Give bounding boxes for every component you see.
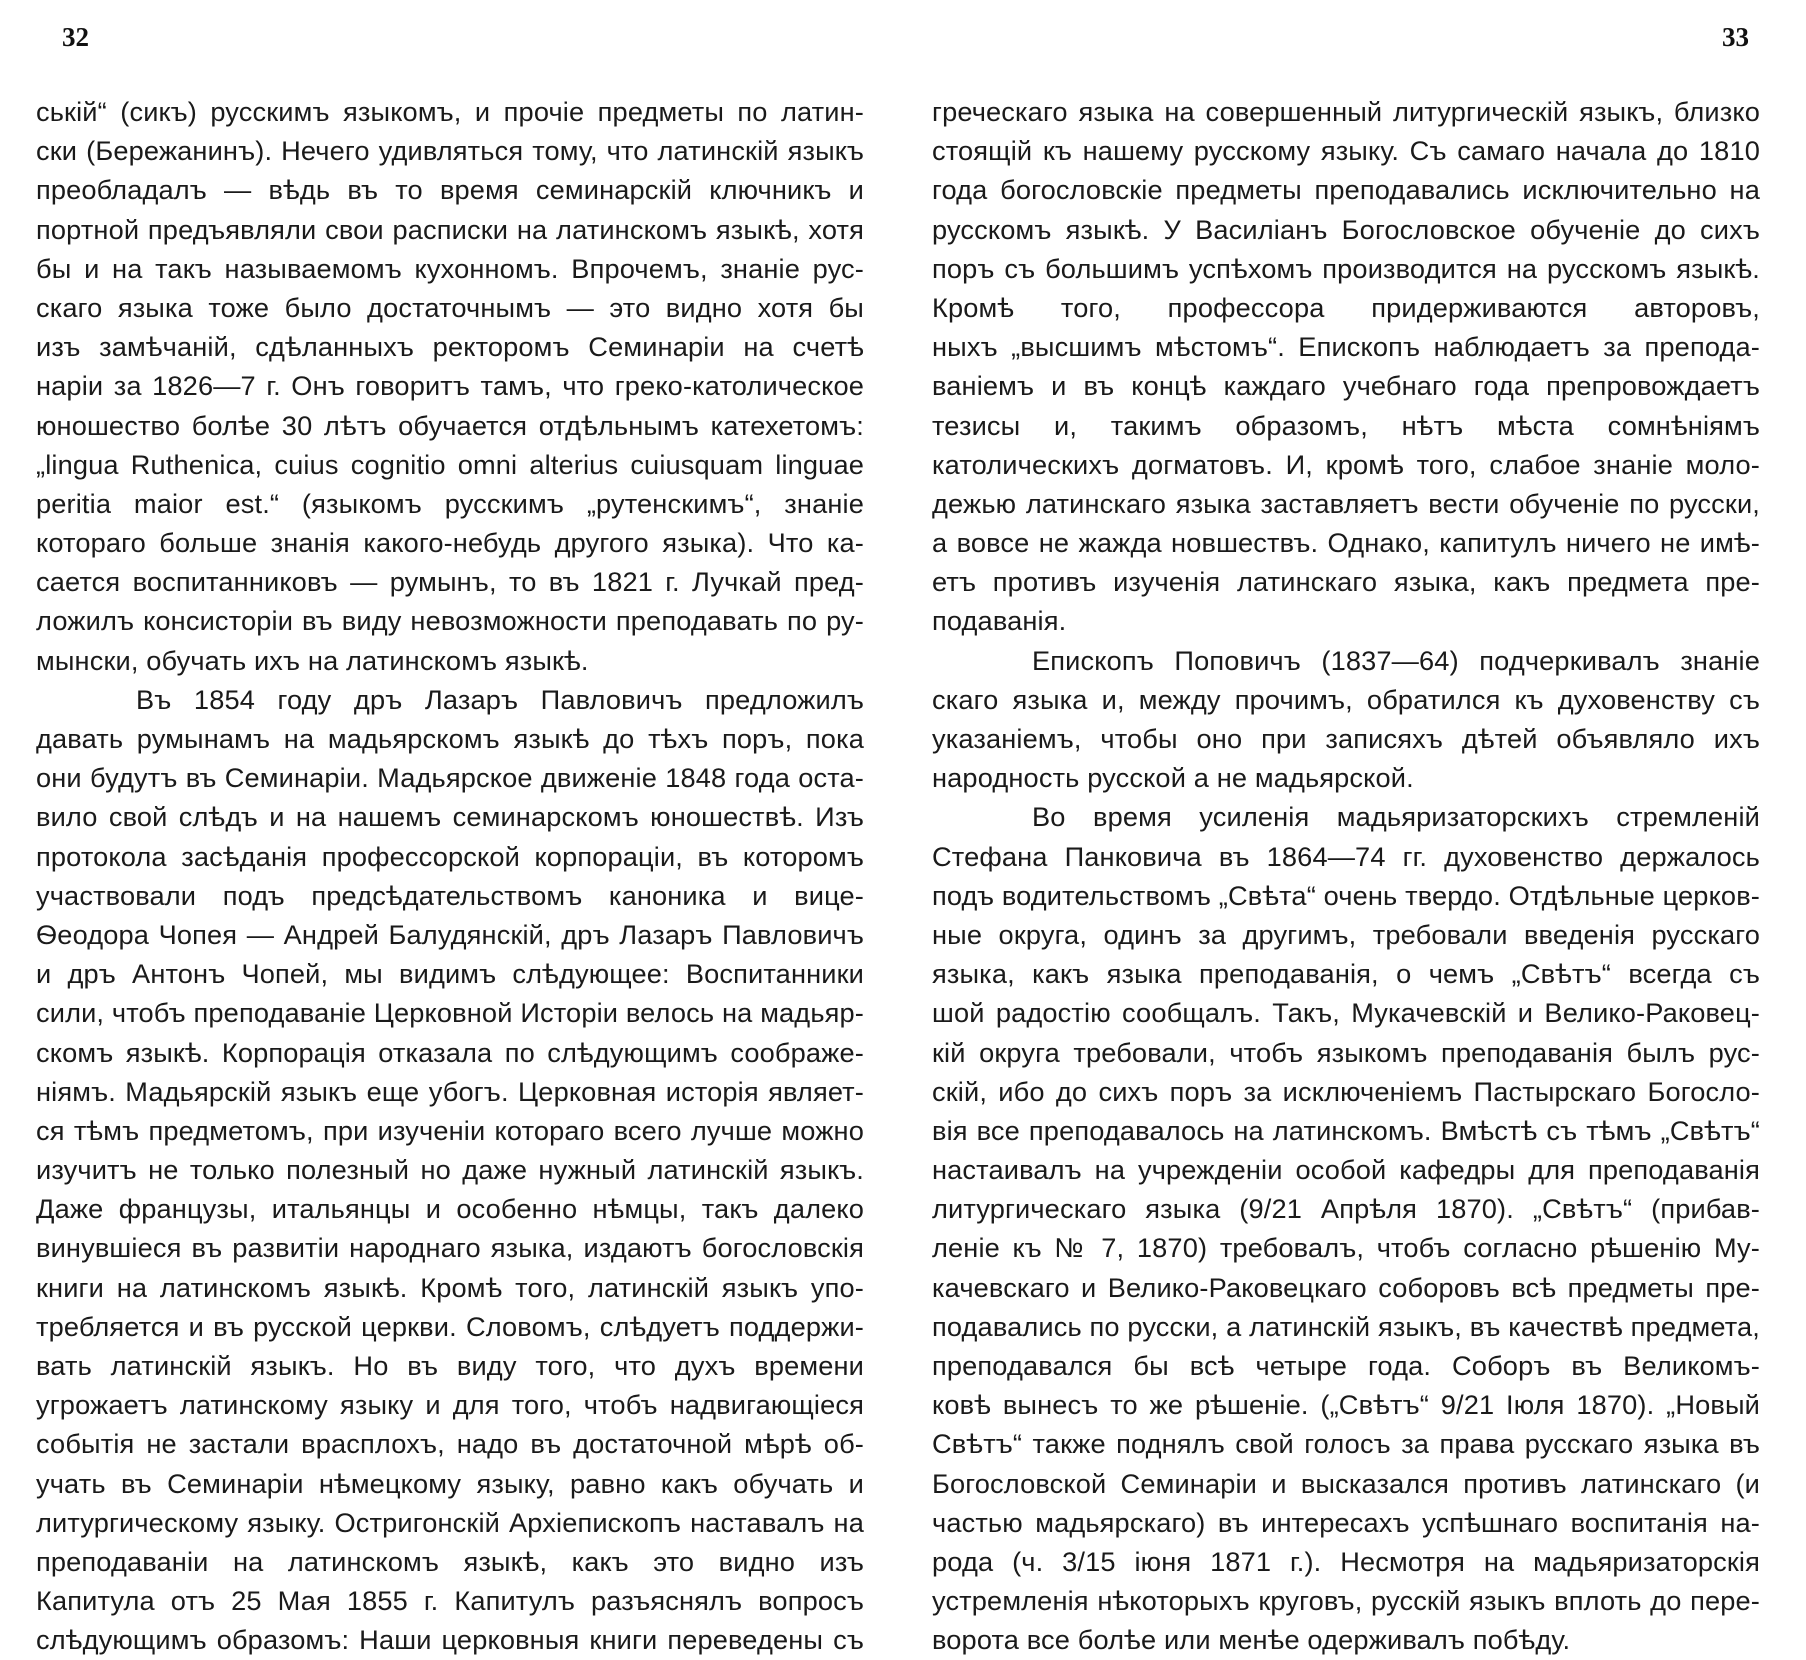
- right-text-line: подавались по русски, а латинскій языкъ, въ качествѣ предмета,: [932, 1310, 1760, 1342]
- left-text-line: литургическому языку. Остригонскій Архіепископъ наставалъ на: [36, 1506, 864, 1538]
- left-text-line: сили, чтобъ преподаваніе Церковной Исторіи велось на мадьяр-: [36, 997, 864, 1029]
- left-text-line: давать румынамъ на мадьярскомъ языкѣ до тѣхъ поръ, пока: [36, 723, 864, 755]
- right-text-line: языка, какъ языка преподаванія, о чемъ „Свѣтъ“ всегда съ: [932, 958, 1760, 990]
- left-text-line: угрожаетъ латинскому языку и для того, чтобъ надвигающіеся: [36, 1389, 864, 1421]
- left-page-text-column: [36, 92, 864, 1660]
- right-text-line: ваніемъ и въ концѣ каждаго учебнаго года препровождаетъ: [932, 370, 1760, 402]
- left-text-line: изучитъ не только полезный но даже нужный латинскій языкъ.: [36, 1154, 864, 1186]
- left-text-line: участвовали подъ предсѣдательствомъ каноника и вице-: [36, 879, 864, 911]
- right-text-line: ныхъ „высшимъ мѣстомъ“. Епископъ наблюдаетъ за препода-: [932, 331, 1760, 363]
- right-text-line: устремленія нѣкоторыхъ круговъ, русскій языкъ вплоть до пере-: [932, 1585, 1760, 1617]
- left-text-line: скаго языка тоже было достаточнымъ — это видно хотя бы: [36, 291, 864, 323]
- right-text-line: етъ противъ изученія латинскаго языка, какъ предмета пре-: [932, 566, 1760, 598]
- left-text-line: наріи за 1826—7 г. Онъ говоритъ тамъ, что греко-католическое: [36, 370, 864, 402]
- right-text-line: католическихъ догматовъ. И, кромѣ того, слабое знаніе моло-: [932, 448, 1760, 480]
- left-text-line: слѣдующимъ образомъ: Наши церковныя книги переведены съ: [36, 1624, 864, 1656]
- left-text-line: ся тѣмъ предметомъ, при изученіи котораго всего лучше можно: [36, 1114, 864, 1146]
- right-text-line: рода (ч. 3/15 іюня 1871 г.). Несмотря на мадьяризаторскія: [932, 1545, 1760, 1577]
- right-text-line: Кромѣ того, профессора придерживаются авторовъ,: [932, 291, 1760, 323]
- page-number-right: 33: [1722, 22, 1749, 52]
- right-text-line: тезисы и, такимъ образомъ, нѣтъ мѣста сомнѣніямъ: [932, 409, 1760, 441]
- left-text-line: peritia maior est.“ (языкомъ русскимъ „рутенскимъ“, знаніе: [36, 487, 864, 519]
- left-text-line: событія не застали врасплохъ, надо въ достаточной мѣрѣ об-: [36, 1428, 864, 1460]
- left-text-line: Даже французы, итальянцы и особенно нѣмцы, такъ далеко: [36, 1193, 864, 1225]
- right-text-line: Свѣтъ“ также поднялъ свой голосъ за права русскаго языка въ: [932, 1428, 1760, 1460]
- left-text-line: ській“ (сикъ) русскимъ языкомъ, и прочіе предметы по латин-: [36, 96, 864, 127]
- left-text-line: винувшіеся въ развитіи народнаго языка, издаютъ богословскія: [36, 1232, 864, 1264]
- right-text-line: подаванія.: [932, 605, 1067, 637]
- right-text-line: поръ съ большимъ успѣхомъ производится на русскомъ языкѣ.: [932, 252, 1760, 284]
- left-text-line: вать латинскій языкъ. Но въ виду того, что духъ времени: [36, 1350, 864, 1382]
- right-text-line: ные округа, одинъ за другимъ, требовали введенія русскаго: [932, 918, 1760, 950]
- left-text-line: преобладалъ — вѣдь въ то время семинарскій ключникъ и: [36, 174, 864, 206]
- left-text-line: Капитула отъ 25 Мая 1855 г. Капитулъ разъяснялъ вопросъ: [36, 1585, 864, 1617]
- right-text-line: литургическаго языка (9/21 Апрѣля 1870). „Свѣтъ“ (прибав-: [932, 1193, 1760, 1225]
- right-text-line: леніе къ № 7, 1870) требовалъ, чтобъ согласно рѣшенію Му-: [932, 1232, 1760, 1264]
- left-text-line: ніямъ. Мадьярскій языкъ еще убогъ. Церковная исторія являет-: [36, 1075, 864, 1107]
- right-text-line: года богословскіе предметы преподавались исключительно на: [932, 174, 1760, 206]
- left-text-line: и дръ Антонъ Чопей, мы видимъ слѣдующее: Воспитанники: [36, 958, 864, 990]
- right-text-line: дежью латинскаго языка заставляетъ вести обученіе по русски,: [932, 487, 1760, 519]
- left-text-line: портной предъявляли свои расписки на латинскомъ языкѣ, хотя: [36, 213, 864, 245]
- right-text-line: вія все преподавалось на латинскомъ. Вмѣстѣ съ тѣмъ „Свѣтъ“: [932, 1114, 1760, 1146]
- right-text-line: Богословской Семинаріи и высказался противъ латинскаго (и: [932, 1467, 1760, 1499]
- right-text-line: скій, ибо до сихъ поръ за исключеніемъ Пастырскаго Богосло-: [932, 1075, 1760, 1107]
- right-text-line: указаніемъ, чтобы оно при записяхъ дѣтей объявляло ихъ: [932, 723, 1760, 755]
- right-text-line: настаивалъ на учрежденіи особой кафедры для преподаванія: [932, 1154, 1760, 1186]
- right-text-line: преподавался бы всѣ четыре года. Соборъ въ Великомъ-: [932, 1350, 1760, 1382]
- left-text-line: вило свой слѣдъ и на нашемъ семинарскомъ юношествѣ. Изъ: [36, 801, 864, 833]
- left-text-line: учать въ Семинаріи нѣмецкому языку, равно какъ обучать и: [36, 1467, 864, 1499]
- left-text-line: „lingua Ruthenica, cuius cognitio omni alterius cuiusquam linguae: [36, 448, 864, 480]
- left-text-line: ски (Бережанинъ). Нечего удивляться тому, что латинскій языкъ: [36, 135, 864, 167]
- left-text-line: они будутъ въ Семинаріи. Мадьярское движеніе 1848 года оста-: [36, 762, 864, 794]
- left-text-line: ложилъ консисторіи въ виду невозможности преподавать по ру-: [36, 605, 864, 637]
- right-text-line: а вовсе не жажда новшествъ. Однако, капитулъ ничего не имѣ-: [932, 527, 1760, 559]
- right-text-line: русскомъ языкѣ. У Василіанъ Богословское обученіе до сихъ: [932, 213, 1760, 245]
- left-text-line: бы и на такъ называемомъ кухонномъ. Впрочемъ, знаніе рус-: [36, 252, 864, 284]
- left-text-line: Ѳеодора Чопея — Андрей Балудянскій, дръ Лазаръ Павловичъ: [36, 918, 864, 950]
- page-number-left: 32: [62, 22, 89, 52]
- right-text-line: ворота все болѣе или менѣе одерживалъ побѣду.: [932, 1624, 1571, 1656]
- left-text-line: котораго больше знанія какого-небудь другого языка). Что ка-: [36, 527, 864, 559]
- right-text-line: Во время усиленія мадьяризаторскихъ стремленій: [1032, 801, 1760, 833]
- left-text-line: Въ 1854 году дръ Лазаръ Павловичъ предложилъ: [136, 683, 864, 715]
- left-text-line: протокола засѣданія профессорской корпораціи, въ которомъ: [36, 840, 864, 872]
- right-text-line: Стефана Панковича въ 1864—74 гг. духовенство держалось: [932, 840, 1760, 872]
- left-text-line: изъ замѣчаній, сдѣланныхъ ректоромъ Семинаріи на счетѣ: [36, 331, 864, 363]
- right-text-line: Епископъ Поповичъ (1837—64) подчеркивалъ знаніе: [1032, 644, 1760, 676]
- right-text-line: ковѣ вынесъ то же рѣшеніе. („Свѣтъ“ 9/21 Іюля 1870). „Новый: [932, 1389, 1760, 1421]
- right-text-line: стоящій къ нашему русскому языку. Съ самаго начала до 1810: [932, 135, 1760, 167]
- right-text-line: частью мадьярскаго) въ интересахъ успѣшнаго воспитанія на-: [932, 1506, 1760, 1538]
- right-text-line: скаго языка и, между прочимъ, обратился къ духовенству съ: [932, 683, 1760, 715]
- right-text-line: подъ водительствомъ „Свѣта“ очень твердо. Отдѣльные церков-: [932, 879, 1760, 911]
- left-text-line: требляется и въ русской церкви. Словомъ, слѣдуетъ поддержи-: [36, 1310, 864, 1342]
- right-text-line: кій округа требовали, чтобъ языкомъ преподаванія былъ рус-: [932, 1036, 1760, 1068]
- right-text-line: греческаго языка на совершенный литургическій языкъ, близко: [932, 96, 1760, 127]
- right-text-line: качевскаго и Велико-Раковецкаго соборовъ всѣ предметы пре-: [932, 1271, 1760, 1303]
- left-text-line: преподаваніи на латинскомъ языкѣ, какъ это видно изъ: [36, 1545, 864, 1577]
- left-text-line: скомъ языкѣ. Корпорація отказала по слѣдующимъ соображе-: [36, 1036, 864, 1068]
- left-text-line: книги на латинскомъ языкѣ. Кромѣ того, латинскій языкъ упо-: [36, 1271, 864, 1303]
- right-page-text-column: [932, 92, 1760, 1660]
- left-text-line: мынски, обучать ихъ на латинскомъ языкѣ.: [36, 644, 589, 676]
- right-text-line: шой радостію сообщалъ. Такъ, Мукачевскій и Велико-Раковец-: [932, 997, 1760, 1029]
- left-text-line: юношество болѣе 30 лѣтъ обучается отдѣльнымъ катехетомъ:: [36, 409, 864, 441]
- right-text-line: народность русской а не мадьярской.: [932, 762, 1414, 794]
- left-text-line: сается воспитанниковъ — румынъ, то въ 1821 г. Лучкай пред-: [36, 566, 864, 598]
